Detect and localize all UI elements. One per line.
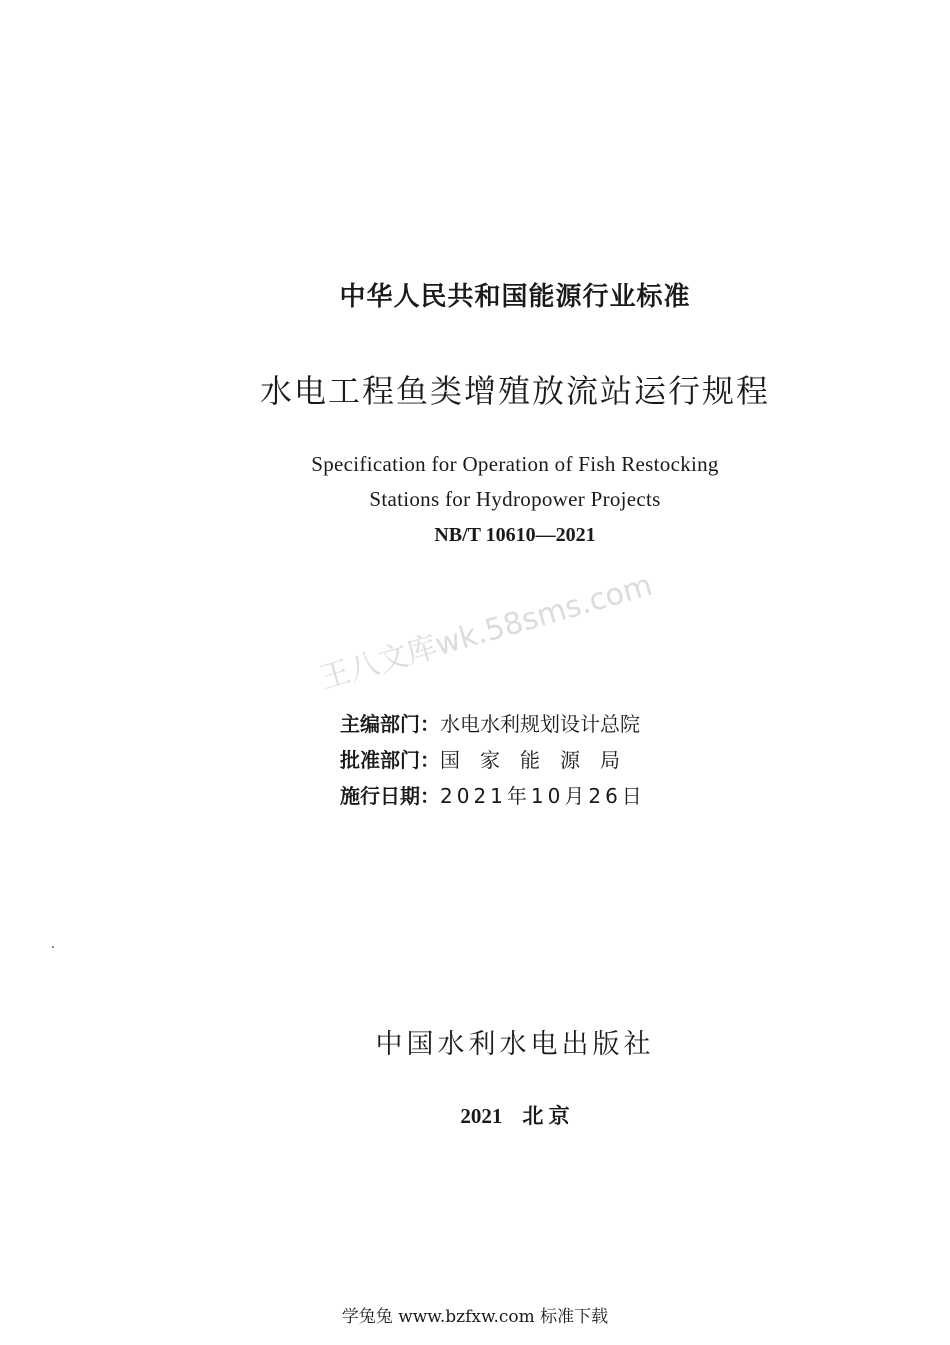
standard-category-heading: 中华人民共和国能源行业标准 (339, 282, 691, 312)
watermark: 王八文库wk.58sms.com (316, 567, 657, 697)
publication-year: 2021 (460, 1104, 503, 1128)
effective-date-label: 施行日期： (340, 784, 440, 808)
document-title-chinese: 水电工程鱼类增殖放流站运行规程 (259, 372, 770, 410)
document-title-english-line2: Stations for Hydropower Projects (369, 487, 661, 511)
standard-code: NB/T 10610—2021 (434, 524, 596, 546)
editor-row (340, 706, 646, 742)
editor-label: 主编部门： (340, 712, 440, 736)
approver-row (340, 742, 646, 778)
publication-city: 北 京 (522, 1104, 570, 1128)
effective-date-row (340, 778, 646, 814)
issuing-info (340, 706, 646, 814)
approver-value: 国家能源局 (440, 748, 640, 772)
publication-place (40, 1100, 950, 1130)
editor-value: 水电水利规划设计总院 (440, 712, 640, 736)
download-site-footer: 学兔兔 www.bzfxw.com 标准下载 (341, 1307, 609, 1327)
approver-label: 批准部门： (340, 748, 440, 772)
effective-date-value: 2021年10月26日 (440, 784, 646, 808)
publisher-name: 中国水利水电出版社 (375, 1029, 655, 1060)
document-title-english-line1: Specification for Operation of Fish Restocking (311, 452, 719, 476)
scan-speck (52, 946, 54, 948)
